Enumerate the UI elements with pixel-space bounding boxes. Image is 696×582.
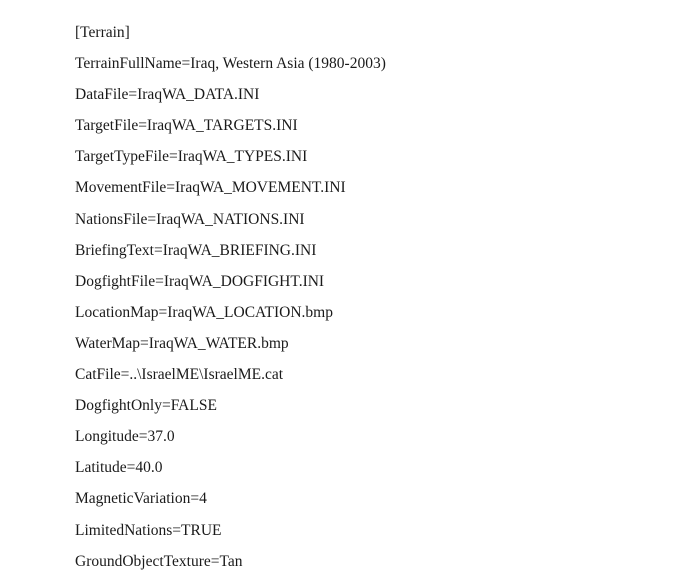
terrain-full-name-line: TerrainFullName=Iraq, Western Asia (1980-2003) (75, 55, 386, 73)
dogfight-only-line: DogfightOnly=FALSE (75, 397, 217, 415)
target-file-line: TargetFile=IraqWA_TARGETS.INI (75, 117, 298, 135)
limited-nations-line: LimitedNations=TRUE (75, 521, 222, 539)
movement-file-line: MovementFile=IraqWA_MOVEMENT.INI (75, 179, 346, 197)
document-body (75, 22, 696, 582)
briefing-text-line: BriefingText=IraqWA_BRIEFING.INI (75, 241, 317, 259)
longitude-line: Longitude=37.0 (75, 428, 175, 446)
magnetic-variation-line: MagneticVariation=4 (75, 490, 207, 508)
section-header: [Terrain] (75, 24, 130, 41)
nations-file-line: NationsFile=IraqWA_NATIONS.INI (75, 210, 305, 228)
dogfight-file-line: DogfightFile=IraqWA_DOGFIGHT.INI (75, 272, 325, 290)
ground-object-texture-line: GroundObjectTexture=Tan (75, 552, 243, 570)
data-file-line: DataFile=IraqWA_DATA.INI (75, 86, 260, 104)
latitude-line: Latitude=40.0 (75, 459, 163, 477)
water-map-line: WaterMap=IraqWA_WATER.bmp (75, 334, 289, 352)
location-map-line: LocationMap=IraqWA_LOCATION.bmp (75, 303, 333, 321)
cat-file-line: CatFile=..\IsraelME\IsraelME.cat (75, 366, 284, 384)
target-type-file-line: TargetTypeFile=IraqWA_TYPES.INI (75, 148, 308, 166)
